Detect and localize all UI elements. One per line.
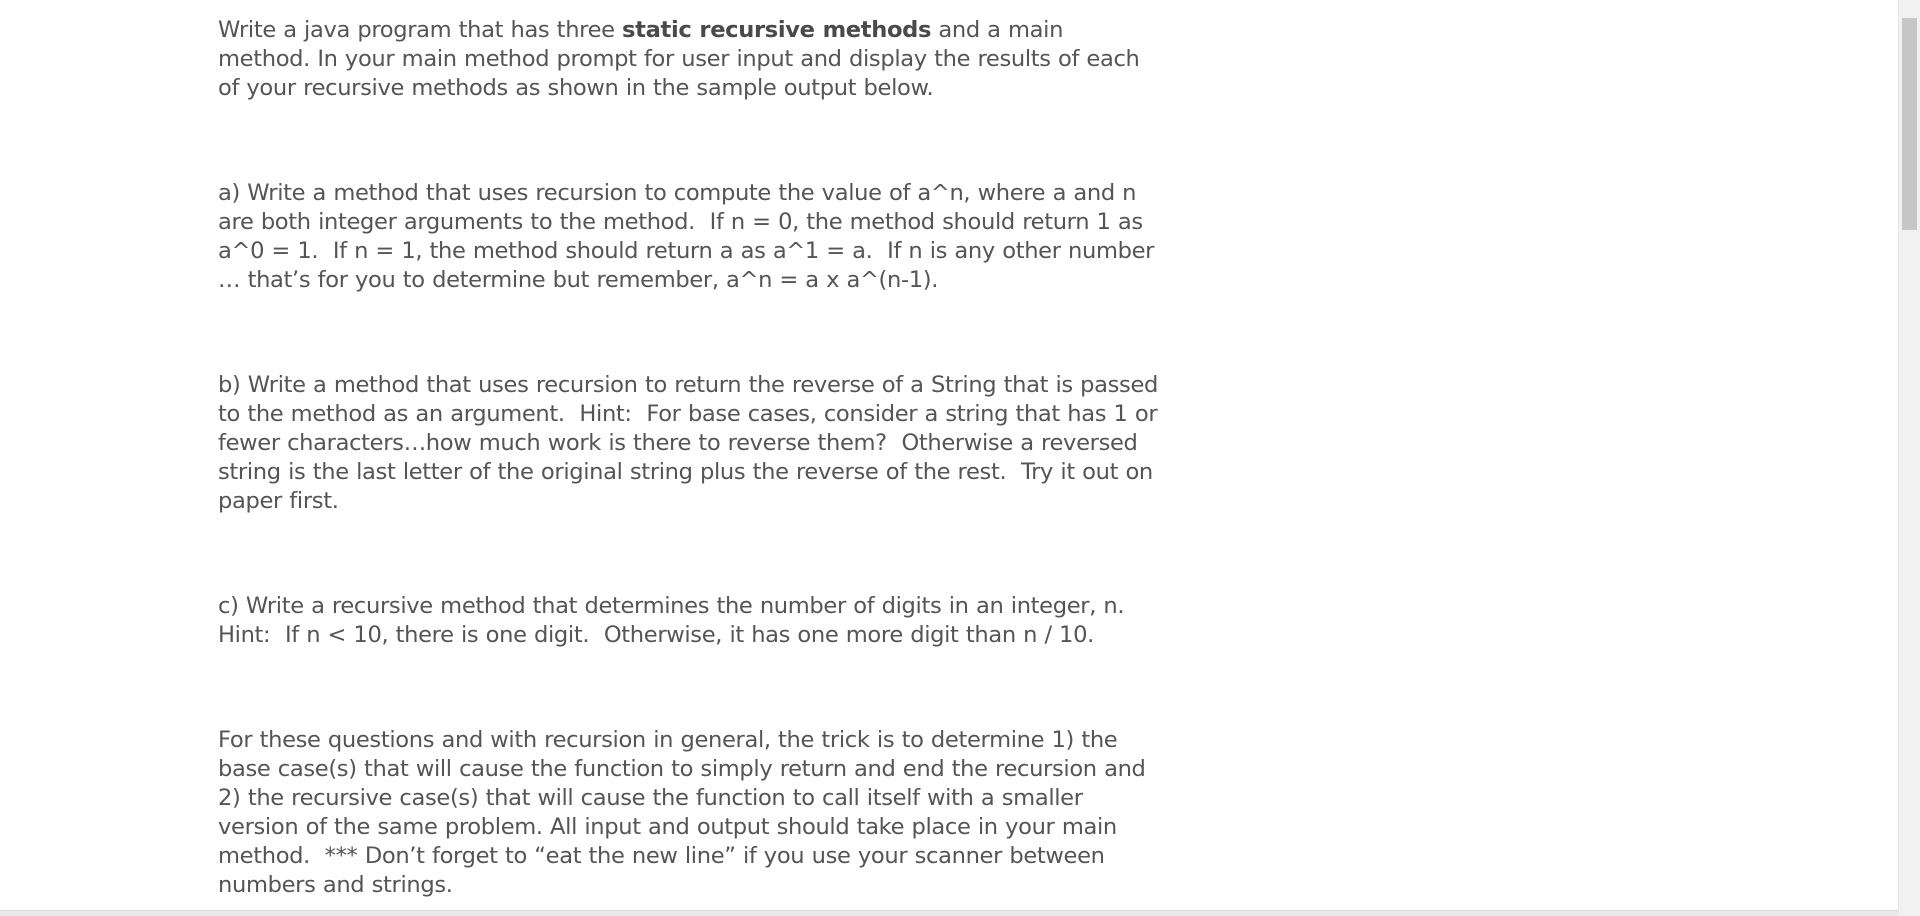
intro-paragraph xyxy=(218,16,1158,103)
assignment-content xyxy=(218,16,1166,900)
paragraph-spacer xyxy=(218,650,1158,726)
part-a-paragraph: a) Write a method that uses recursion to compute the value of a^n, where a and n are both integer arguments to the method. If n = 0, the method should return 1 as a^0 = 1. If n = 1, the method should return a as a^1 = a. If n is any other number … that’s for you to determine but remember, a^n = a x a^(n-1). xyxy=(218,180,1162,293)
intro-text-end: and a main method. In your main method prompt for user input and display the results of each of your recursive methods as shown in the sample output below. xyxy=(218,17,1147,101)
closing-paragraph: For these questions and with recursion in general, the trick is to determine 1) the base case(s) that will cause the function to simply return and end the recursion and 2) the recursive case(s) that will cause the function to call itself with a smaller version of the same problem. All input and output should take place in your main method. *** Don’t forget to “eat the new line” if you use your scanner between numbers and strings. xyxy=(218,727,1153,898)
paragraph-spacer xyxy=(218,103,1158,179)
vertical-scrollbar[interactable] xyxy=(1898,0,1920,916)
intro-bold-text: static recursive methods xyxy=(622,17,932,43)
horizontal-scrollbar[interactable] xyxy=(0,910,1899,916)
scrollbar-thumb[interactable] xyxy=(1902,18,1917,230)
part-b-paragraph: b) Write a method that uses recursion to return the reverse of a String that is passed to the method as an argument. Hint: For base cases, consider a string that has 1 or fewer characters…how much work is there to reverse them? Otherwise a reversed string is the last letter of the original string plus the reverse of the rest. Try it out on paper first. xyxy=(218,372,1166,514)
intro-text-start: Write a java program that has three xyxy=(218,17,623,43)
paragraph-spacer xyxy=(218,516,1158,592)
part-c-paragraph: c) Write a recursive method that determines the number of digits in an integer, n. Hint: If n < 10, there is one digit. Otherwise, it has one more digit than n / 10. xyxy=(218,593,1139,648)
paragraph-spacer xyxy=(218,295,1158,371)
